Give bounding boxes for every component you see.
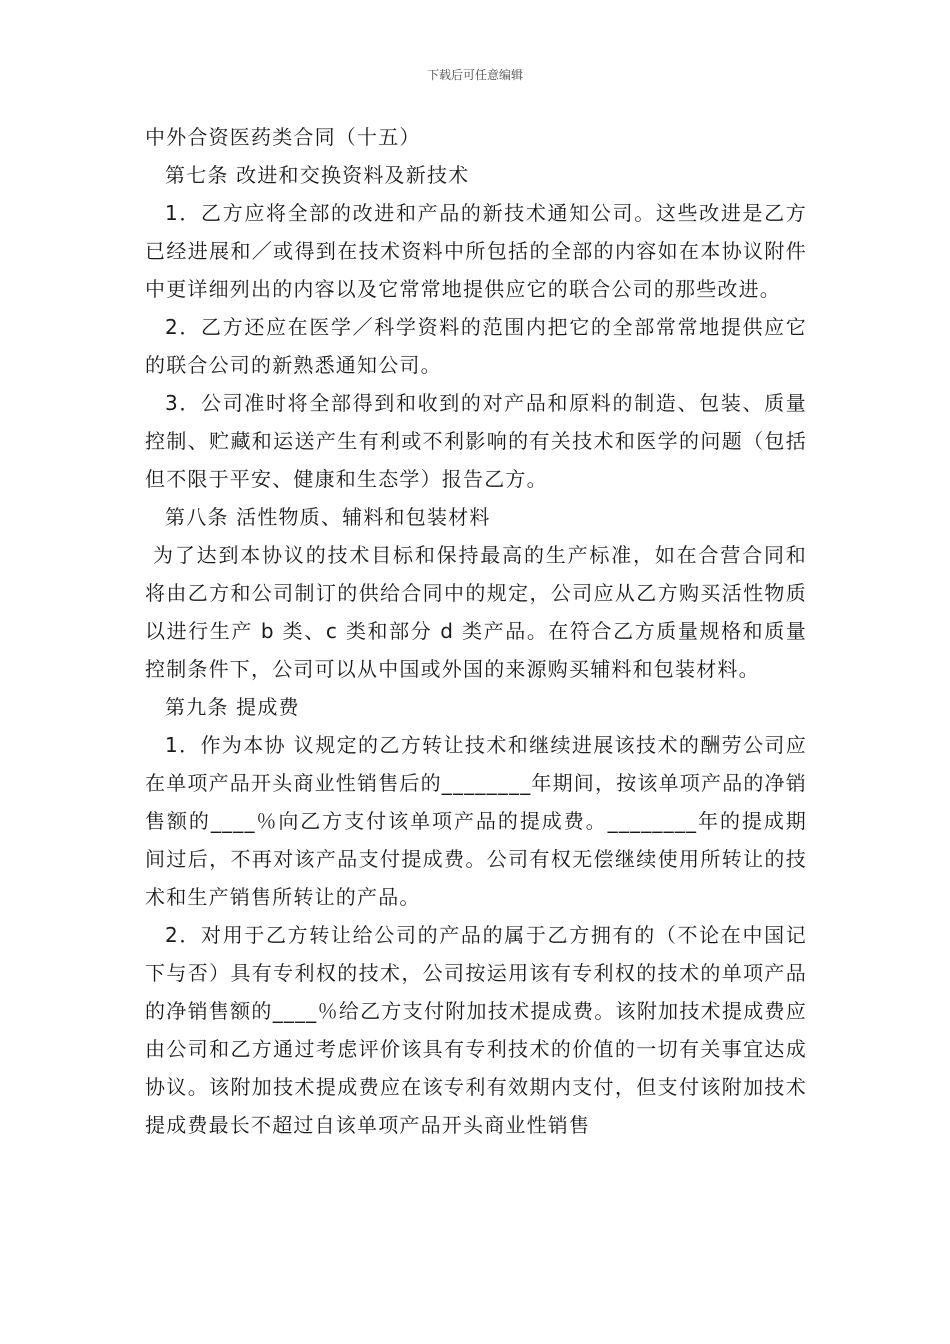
section-heading-9: 第九条 提成费 (165, 695, 300, 719)
paragraph-7-1: 1．乙方应将全部的改进和产品的新技术通知公司。这些改进是乙方已经进展和／或得到在技术资料中所包括的全部的内容如在本协议附件中更详细列出的内容以及它常常地提供应它的联合公司的那些改进。 (145, 201, 807, 301)
section-heading-8: 第八条 活性物质、辅料和包装材料 (165, 505, 491, 529)
paragraph-9-2: 2．对用于乙方转让给公司的产品的属于乙方拥有的（不论在中国记下与否）具有专利权的技术，公司按运用该有专利权的技术的单项产品的净销售额的____％给乙方支付附加技术提成费。该附加技术提成费应由公司和乙方通过考虑评价该具有专利技术的价值的一切有关事宜达成协议。该附加技术提成费应在该专利有效期内支付，但支付该附加技术提成费最长不超过自该单项产品开头商业性销售 (145, 923, 807, 1137)
paragraph-7-2: 2．乙方还应在医学／科学资料的范围内把它的全部常常地提供应它的联合公司的新熟悉通知公司。 (145, 315, 807, 377)
paragraph-7-3: 3．公司准时将全部得到和收到的对产品和原料的制造、包装、质量控制、贮藏和运送产生有利或不利影响的有关技术和医学的问题（包括但不限于平安、健康和生态学）报告乙方。 (145, 391, 807, 491)
section-heading-7: 第七条 改进和交换资料及新技术 (165, 163, 470, 187)
document-title: 中外合资医药类合同（十五） (145, 125, 421, 149)
header-note: 下载后可任意编辑 (426, 68, 523, 82)
paragraph-8: 为了达到本协议的技术目标和保持最高的生产标准，如在合营合同和将由乙方和公司制订的供给合同中的规定，公司应从乙方购买活性物质以进行生产 b 类、c 类和部分 d 类产品。在符合乙方质量规格和质量控制条件下，公司可以从中国或外国的来源购买辅料和包装材料。 (145, 543, 807, 681)
document-body (145, 118, 807, 1144)
paragraph-9-1: 1．作为本协 议规定的乙方转让技术和继续进展该技术的酬劳公司应在单项产品开头商业性销售后的________年期间，按该单项产品的净销售额的____％向乙方支付该单项产品的提成费。________年的提成期间过后，不再对该产品支付提成费。公司有权无偿继续使用所转让的技术和生产销售所转让的产品。 (145, 733, 807, 909)
